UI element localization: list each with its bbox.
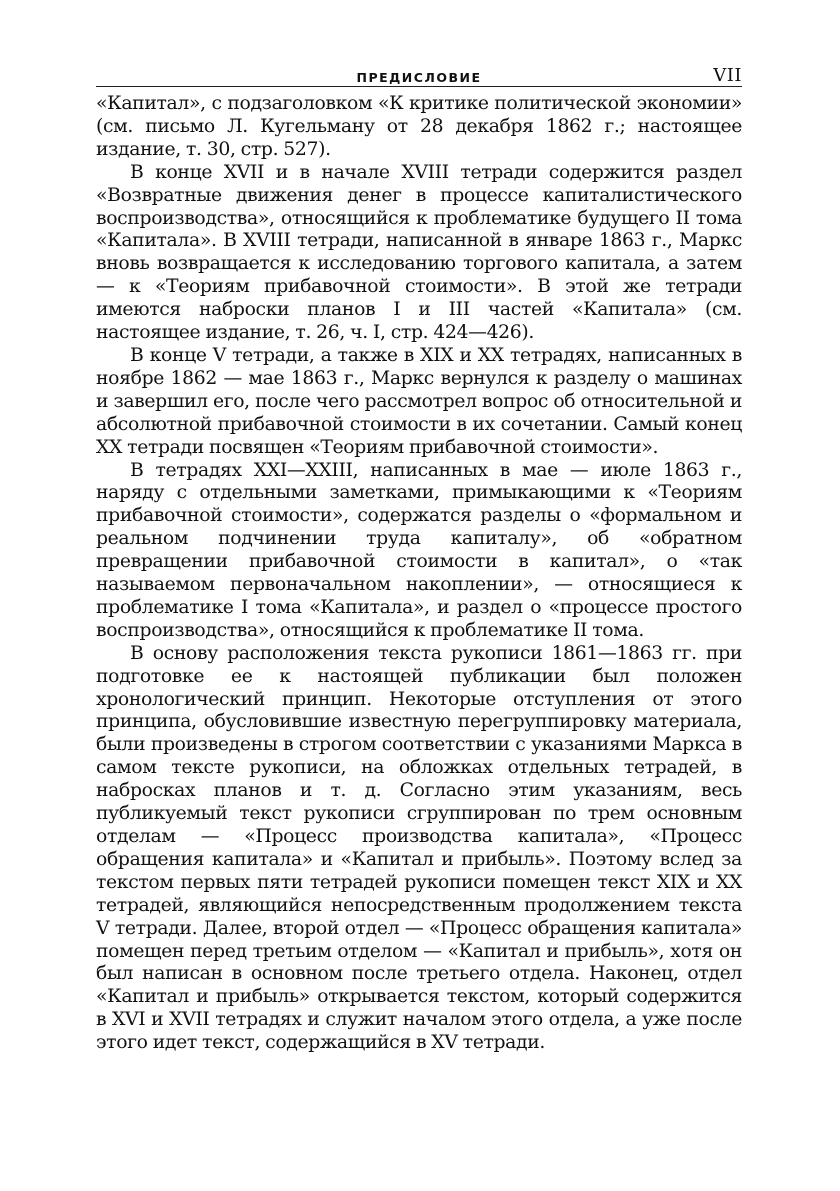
book-page [96, 62, 742, 1055]
paragraph: В конце XVII и в начале XVIII тетради содержится раздел «Возвратные движения денег в процессе капиталистического воспроизводства», относящийся к проблематике будущего II тома «Капитала». В XVIII тетради, написанной в январе 1863 г., Маркс вновь возвращается к исследованию торгового капитала, а затем — к «Теориям прибавочной стоимости». В этой же тетради имеются наброски планов I и III частей «Капитала» (см. настоящее издание, т. 26, ч. I, стр. 424—426). [96, 161, 742, 344]
running-head-title: ПРЕДИСЛОВИЕ [356, 70, 482, 85]
paragraph-continuation: «Капитал», с подзаголовком «К критике политической экономии» (см. письмо Л. Кугельману от 28 декабря 1862 г.; настоящее издание, т. 30, стр. 527). [96, 93, 742, 160]
paragraph: В основу расположения текста рукописи 1861—1863 гг. при подготовке ее к настоящей публикации был положен хронологический принцип. Некоторые отступления от этого принципа, обусловившие известную перегруппировку материала, были произведены в строгом соответствии с указаниями Маркса в самом тексте рукописи, на обложках отдельных тетрадей, в набросках планов и т. д. Согласно этим указаниям, весь публикуемый текст рукописи сгруппирован по трем основным отделам — «Процесс производства капитала», «Процесс обращения капитала» и «Капитал и прибыль». Поэтому вслед за текстом первых пяти тетрадей рукописи помещен текст XIX и XX тетрадей, являющийся непосредственным продолжением текста V тетради. Далее, второй отдел — «Процесс обращения капитала» помещен перед третьим отделом — «Капитал и прибыль», хотя он был написан в основном после третьего отдела. Наконец, отдел «Капитал и прибыль» открывается текстом, который содержится в XVI и XVII тетрадях и служит началом этого отдела, а уже после этого идет текст, содержащийся в XV тетради. [96, 642, 742, 1054]
paragraph: В конце V тетради, а также в XIX и XX тетрадях, написанных в ноябре 1862 — мае 1863 г., Маркс вернулся к разделу о машинах и завершил его, после чего рассмотрел вопрос об относительной и абсолютной прибавочной стоимости в их сочетании. Самый конец XX тетради посвящен «Теориям прибавочной стоимости». [96, 344, 742, 458]
page-number: VII [713, 65, 742, 86]
paragraph: В тетрадях XXI—XXIII, написанных в мае — июле 1863 г., наряду с отдельными заметками, примыкающими к «Теориям прибавочной стоимости», содержатся разделы о «формальном и реальном подчинении труда капиталу», об «обратном превращении прибавочной стоимости в капитал», о «так называемом первоначальном накоплении», — относящиеся к проблематике I тома «Капитала», и раздел о «процессе простого воспроизводства», относящийся к проблематике II тома. [96, 459, 742, 641]
body-text [96, 93, 742, 1055]
running-head [96, 62, 742, 87]
